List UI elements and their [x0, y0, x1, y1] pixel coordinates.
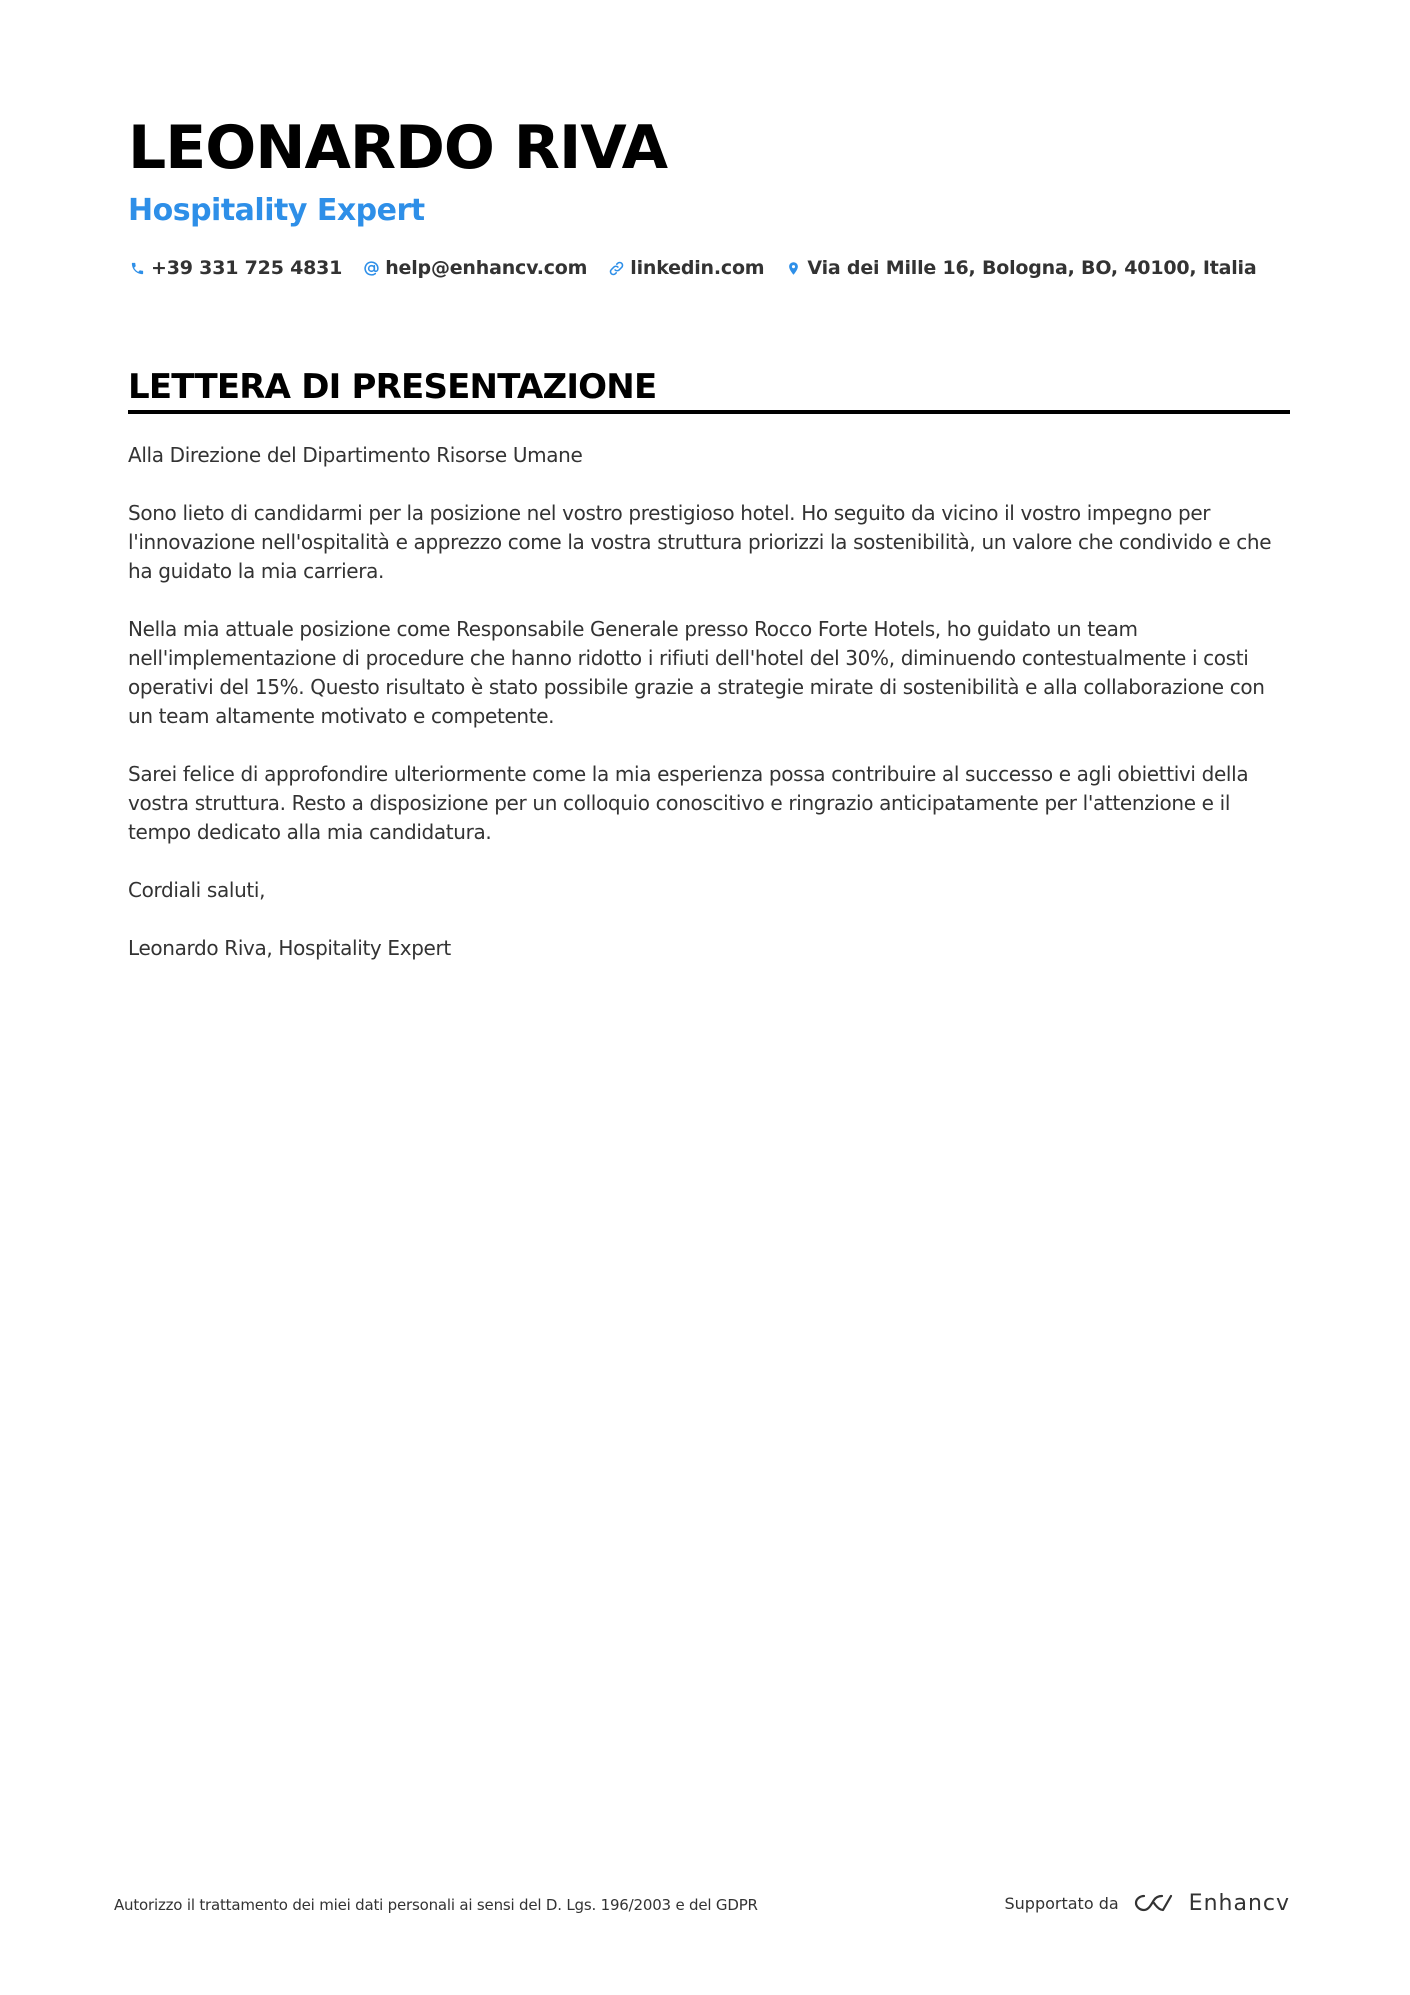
- enhancv-logo-icon: [1131, 1890, 1177, 1916]
- phone-number: +39 331 725 4831: [151, 257, 343, 279]
- link-icon: [607, 259, 625, 277]
- letter-signature: Leonardo Riva, Hospitality Expert: [128, 936, 451, 960]
- phone-icon: [128, 259, 146, 277]
- letter-salutation: Alla Direzione del Dipartimento Risorse Umane: [128, 443, 583, 467]
- contact-bar: [128, 253, 1276, 283]
- postal-address: Via dei Mille 16, Bologna, BO, 40100, Italia: [807, 257, 1257, 279]
- powered-by[interactable]: [1005, 1886, 1291, 1920]
- letter-paragraph: Sono lieto di candidarmi per la posizione nel vostro prestigioso hotel. Ho seguito da vicino il vostro impegno per l'innovazione nell'ospitalità e apprezzo come la vostra struttura priorizzi la sostenibilità, un valore che condivido e che ha guidato la mia carriera.: [128, 501, 1272, 583]
- at-icon: [362, 259, 380, 277]
- letter-paragraph: Sarei felice di approfondire ulteriormente come la mia esperienza possa contribuire al successo e agli obiettivi della vostra struttura. Resto a disposizione per un colloquio conoscitivo e ringrazio anticipatamente per l'attenzione e il tempo dedicato alla mia candidatura.: [128, 762, 1249, 844]
- section-title: LETTERA DI PRESENTAZIONE: [128, 367, 657, 407]
- letter-paragraph: Nella mia attuale posizione come Responsabile Generale presso Rocco Forte Hotels, ho guidato un team nell'implementazione di procedure che hanno ridotto i rifiuti dell'hotel del 30%, diminuendo contestualmente i costi operativi del 15%. Questo risultato è stato possibile grazie a strategie mirate di sostenibilità e alla collaborazione con un team altamente motivato e competente.: [128, 617, 1265, 728]
- letter-closing: Cordiali saluti,: [128, 878, 266, 902]
- section-divider: [128, 410, 1290, 414]
- privacy-consent-note: Autorizzo il trattamento dei miei dati personali ai sensi del D. Lgs. 196/2003 e del GDPR: [114, 1896, 758, 1914]
- candidate-name: LEONARDO RIVA: [128, 113, 668, 183]
- letter-body: [128, 441, 1290, 992]
- contact-linkedin: [607, 257, 764, 279]
- enhancv-brand-name: Enhancv: [1188, 1890, 1290, 1916]
- powered-by-label: Supportato da: [1004, 1893, 1119, 1913]
- linkedin-url: linkedin.com: [630, 257, 765, 279]
- email-address: help@enhancv.com: [385, 257, 588, 279]
- contact-email: [362, 257, 587, 279]
- contact-address: [784, 257, 1256, 279]
- candidate-title: Hospitality Expert: [128, 193, 425, 228]
- location-pin-icon: [784, 259, 802, 277]
- contact-phone: [128, 257, 342, 279]
